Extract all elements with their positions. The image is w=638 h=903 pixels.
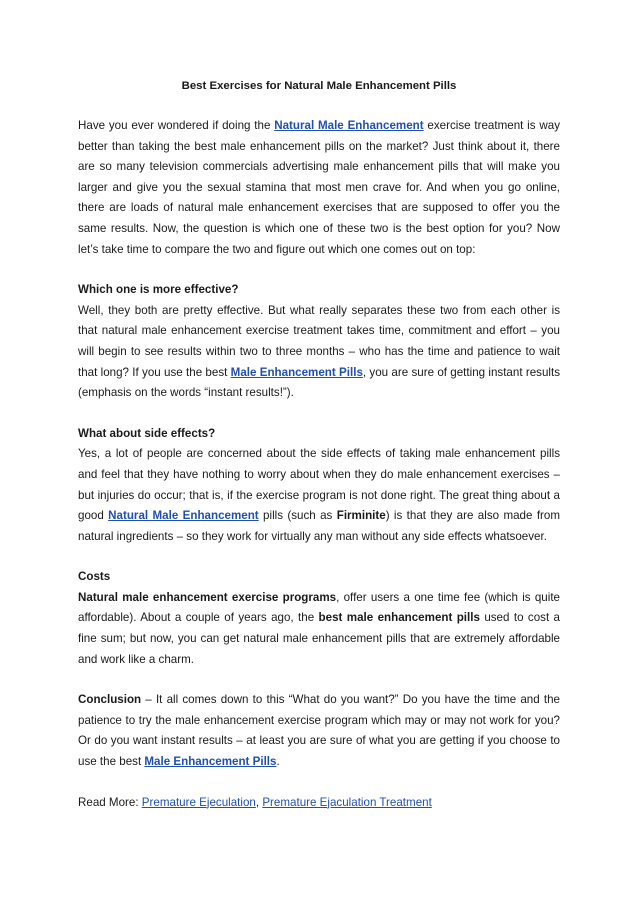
conclusion-text-1: – It all comes down to this “What do you want?” Do you have the time and the patience to try the male enhancement exercise program which may or may not work for you? Or do you want instant results – at least you are sure of what you are getting if you choose to use the best: [78, 693, 560, 769]
effective-section: [78, 280, 560, 404]
premature-ejaculation-treatment-link[interactable]: Premature Ejaculation Treatment: [262, 795, 432, 809]
natural-male-enhancement-link-2[interactable]: Natural Male Enhancement: [108, 509, 259, 523]
conclusion-text-2: .: [276, 755, 280, 769]
intro-text-2: exercise treatment is way better than taking the best male enhancement pills on the market? Just think about it, there are so many television commercials advertising male enhancement pills that will make you larger and give you the sexual stamina that most men crave for. And when you go online, there are loads of natural male enhancement exercises that are supposed to offer you the same results. Now, the question is which one of these two is the best option for you? Now let’s take time to compare the two and figure out which one comes out on top:: [78, 119, 560, 256]
effective-heading: Which one is more effective?: [78, 283, 239, 297]
side-effects-text-3: ) is that they are also made from natural ingredients – so they work for virtually any man without any side effects whatsoever.: [78, 509, 561, 543]
effective-text-1: Well, they both are pretty effective. But what really separates these two from each other is that natural male enhancement exercise treatment takes time, commitment and effort – you will begin to see results within two to three months – who has the time and patience to wait that long? If you use the best: [78, 303, 560, 379]
natural-male-enhancement-link[interactable]: Natural Male Enhancement: [274, 119, 424, 132]
costs-text-2: used to cost a fine sum; but now, you can get natural male enhancement pills that are extremely affordable and work like a charm.: [78, 611, 561, 666]
side-effects-text-1: Yes, a lot of people are concerned about the side effects of taking male enhancement pills and feel that they have nothing to worry about when they do male enhancement exercises – but injuries do occur; that is, if the exercise program is not done right. The great thing about a good: [78, 447, 560, 523]
male-enhancement-pills-link-2[interactable]: Male Enhancement Pills: [144, 755, 277, 769]
premature-ejeculation-link[interactable]: Premature Ejeculation: [141, 795, 256, 809]
read-more-label: Read More:: [78, 795, 142, 809]
costs-section: [78, 567, 560, 670]
conclusion-label: Conclusion: [78, 693, 142, 707]
read-more-line: [78, 793, 560, 814]
costs-text-1: , offer users a one time fee (which is quite affordable). About a couple of years ago, the: [78, 590, 560, 625]
effective-text-2: , you are sure of getting instant results (emphasis on the words “instant results!”).: [78, 365, 560, 400]
intro-text-1: Have you ever wondered if doing the: [78, 119, 275, 132]
male-enhancement-pills-link[interactable]: Male Enhancement Pills: [230, 365, 363, 379]
side-effects-heading: What about side effects?: [78, 426, 216, 440]
costs-bold-2: best male enhancement pills: [318, 611, 480, 625]
costs-heading: Costs: [78, 570, 111, 584]
side-effects-text-2: pills (such as: [258, 509, 337, 523]
firminite-bold: Firminite: [336, 509, 386, 523]
conclusion-section: [78, 690, 560, 772]
costs-bold-1: Natural male enhancement exercise programs: [78, 590, 337, 604]
document-title: Best Exercises for Natural Male Enhancement Pills: [181, 80, 457, 92]
read-more-separator: ,: [255, 795, 263, 809]
side-effects-section: [78, 424, 560, 548]
intro-paragraph: [78, 116, 560, 260]
